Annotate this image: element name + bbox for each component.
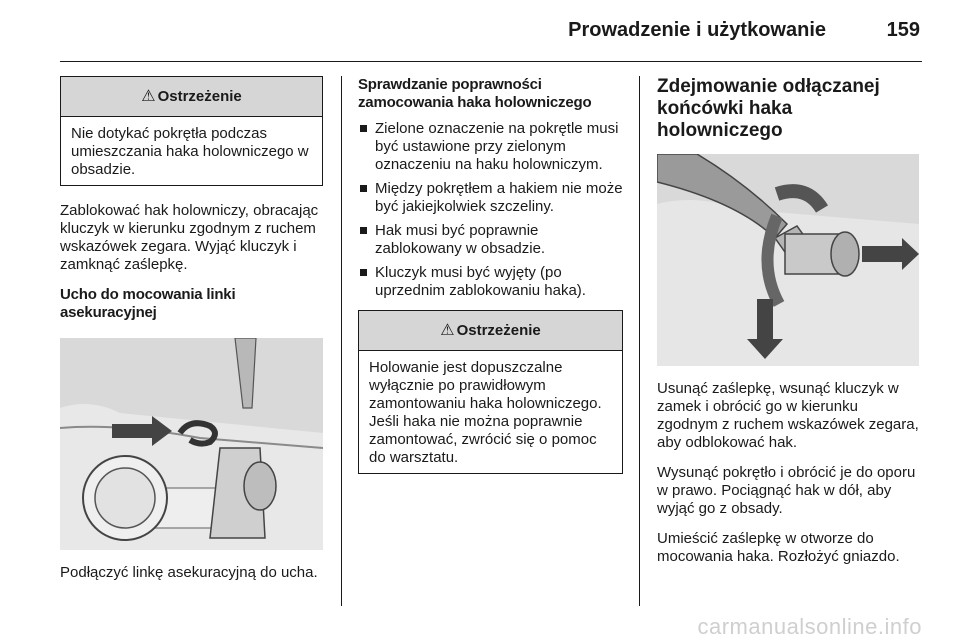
watermark: carmanualsonline.info — [697, 614, 922, 639]
subheading: Sprawdzanie poprawności zamocowania haka holowniczego — [358, 76, 592, 111]
column-divider-1 — [341, 76, 342, 606]
warning-triangle-icon: ⚠ — [440, 321, 455, 339]
warning-header — [61, 77, 322, 117]
section-heading: Zdejmowanie odłączanej końcówki haka holowniczego — [657, 76, 880, 141]
page-number: 159 — [886, 19, 920, 41]
column-1 — [60, 76, 323, 594]
warning-title: Ostrzeżenie — [157, 87, 242, 105]
list-item: Kluczyk musi być wyjęty (po uprzednim zablokowaniu haka). — [358, 264, 623, 300]
warning-triangle-icon: ⚠ — [141, 87, 156, 105]
paragraph: Usunąć zaślepkę, wsunąć kluczyk w zamek i obrócić go w kierunku zgodnym z ruchem wskazówek zegara, aby odblokować hak. — [657, 380, 919, 451]
warning-text: Nie dotykać pokrętła podczas umieszczania haka holowniczego w obsadzie. — [71, 125, 309, 178]
warning-header — [359, 311, 622, 351]
column-2 — [358, 76, 623, 490]
header-rule — [60, 61, 922, 62]
warning-text: Holowanie jest dopuszczalne wyłącznie po prawidłowym zamontowaniu haka holowniczego. Jeśli haka nie można poprawnie zamontować, zwrócić się o pomoc do warsztatu. — [369, 359, 602, 466]
hook-removal-illustration — [657, 154, 919, 366]
list-item: Hak musi być poprawnie zablokowany w obsadzie. — [358, 222, 623, 258]
paragraph: Podłączyć linkę asekuracyjną do ucha. — [60, 564, 318, 581]
page-title: Prowadzenie i użytkowanie — [568, 19, 826, 41]
list-item: Zielone oznaczenie na pokrętle musi być ustawione przy zielonym oznaczeniu na haku holowniczym. — [358, 120, 623, 174]
illustration-safety-eye — [60, 338, 323, 550]
warning-box — [60, 76, 323, 186]
illustration-hook-removal — [657, 154, 919, 366]
paragraph: Zablokować hak holowniczy, obracając kluczyk w kierunku zgodnym z ruchem wskazówek zegara. Wyjąć kluczyk i zamknąć zaślepkę. — [60, 202, 319, 273]
checklist — [358, 120, 623, 300]
list-item: Między pokrętłem a hakiem nie może być jakiejkolwiek szczeliny. — [358, 180, 623, 216]
column-3 — [657, 76, 919, 578]
warning-box — [358, 310, 623, 474]
safety-eye-illustration — [60, 338, 323, 550]
column-divider-2 — [639, 76, 640, 606]
warning-title: Ostrzeżenie — [456, 321, 541, 339]
subheading: Ucho do mocowania linki asekuracyjnej — [60, 286, 236, 321]
paragraph: Wysunąć pokrętło i obrócić je do oporu w prawo. Pociągnąć hak w dół, aby wyjąć go z obsady. — [657, 464, 916, 517]
paragraph: Umieścić zaślepkę w otworze do mocowania haka. Rozłożyć gniazdo. — [657, 530, 900, 565]
page-header — [60, 0, 922, 62]
